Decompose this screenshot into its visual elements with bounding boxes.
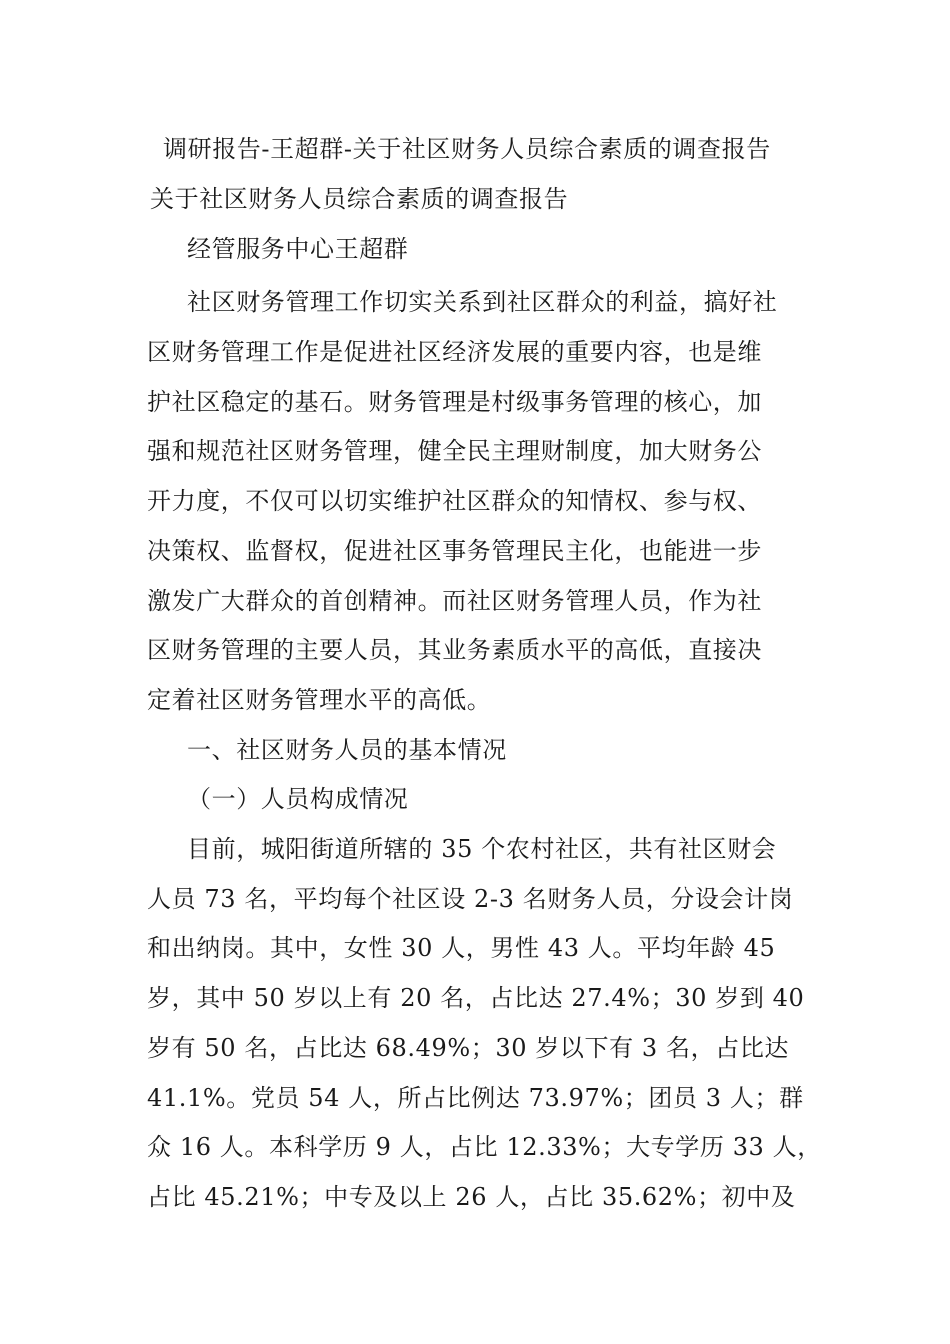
paragraph-line: 激发广大群众的首创精神。而社区财务管理人员，作为社 — [147, 587, 762, 615]
subsection-heading: （一）人员构成情况 — [187, 785, 409, 813]
paragraph-line: 决策权、监督权，促进社区事务管理民主化，也能进一步 — [147, 537, 762, 565]
author-line: 经管服务中心王超群 — [187, 235, 409, 263]
paragraph-line: 护社区稳定的基石。财务管理是村级事务管理的核心，加 — [147, 388, 762, 416]
paragraph-line: 社区财务管理工作切实关系到社区群众的利益，搞好社 — [187, 288, 778, 316]
paragraph-line: 区财务管理工作是促进社区经济发展的重要内容，也是维 — [147, 338, 762, 366]
paragraph-line: 占比 45.21%；中专及以上 26 人，占比 35.62%；初中及 — [147, 1183, 796, 1211]
paragraph-line: 众 16 人。本科学历 9 人，占比 12.33%；大专学历 33 人， — [147, 1133, 822, 1161]
paragraph-line: 目前，城阳街道所辖的 35 个农村社区，共有社区财会 — [187, 835, 777, 863]
paragraph-line: 开力度，不仅可以切实维护社区群众的知情权、参与权、 — [147, 487, 762, 515]
paragraph-line: 岁有 50 名，占比达 68.49%；30 岁以下有 3 名，占比达 — [147, 1034, 790, 1062]
paragraph-line: 定着社区财务管理水平的高低。 — [147, 686, 492, 714]
document-title: 调研报告-王超群-关于社区财务人员综合素质的调查报告 — [163, 135, 771, 163]
paragraph-line: 区财务管理的主要人员，其业务素质水平的高低，直接决 — [147, 636, 762, 664]
paragraph-line: 岁，其中 50 岁以上有 20 名，占比达 27.4%；30 岁到 40 — [147, 984, 805, 1012]
paragraph-line: 强和规范社区财务管理，健全民主理财制度，加大财务公 — [147, 437, 762, 465]
document-subtitle: 关于社区财务人员综合素质的调查报告 — [150, 185, 569, 213]
paragraph-line: 和出纳岗。其中，女性 30 人，男性 43 人。平均年龄 45 — [147, 934, 776, 962]
paragraph-line: 人员 73 名，平均每个社区设 2-3 名财务人员，分设会计岗 — [147, 885, 794, 913]
paragraph-line: 41.1%。党员 54 人，所占比例达 73.97%；团员 3 人；群 — [147, 1084, 804, 1112]
section-heading: 一、社区财务人员的基本情况 — [187, 736, 507, 764]
